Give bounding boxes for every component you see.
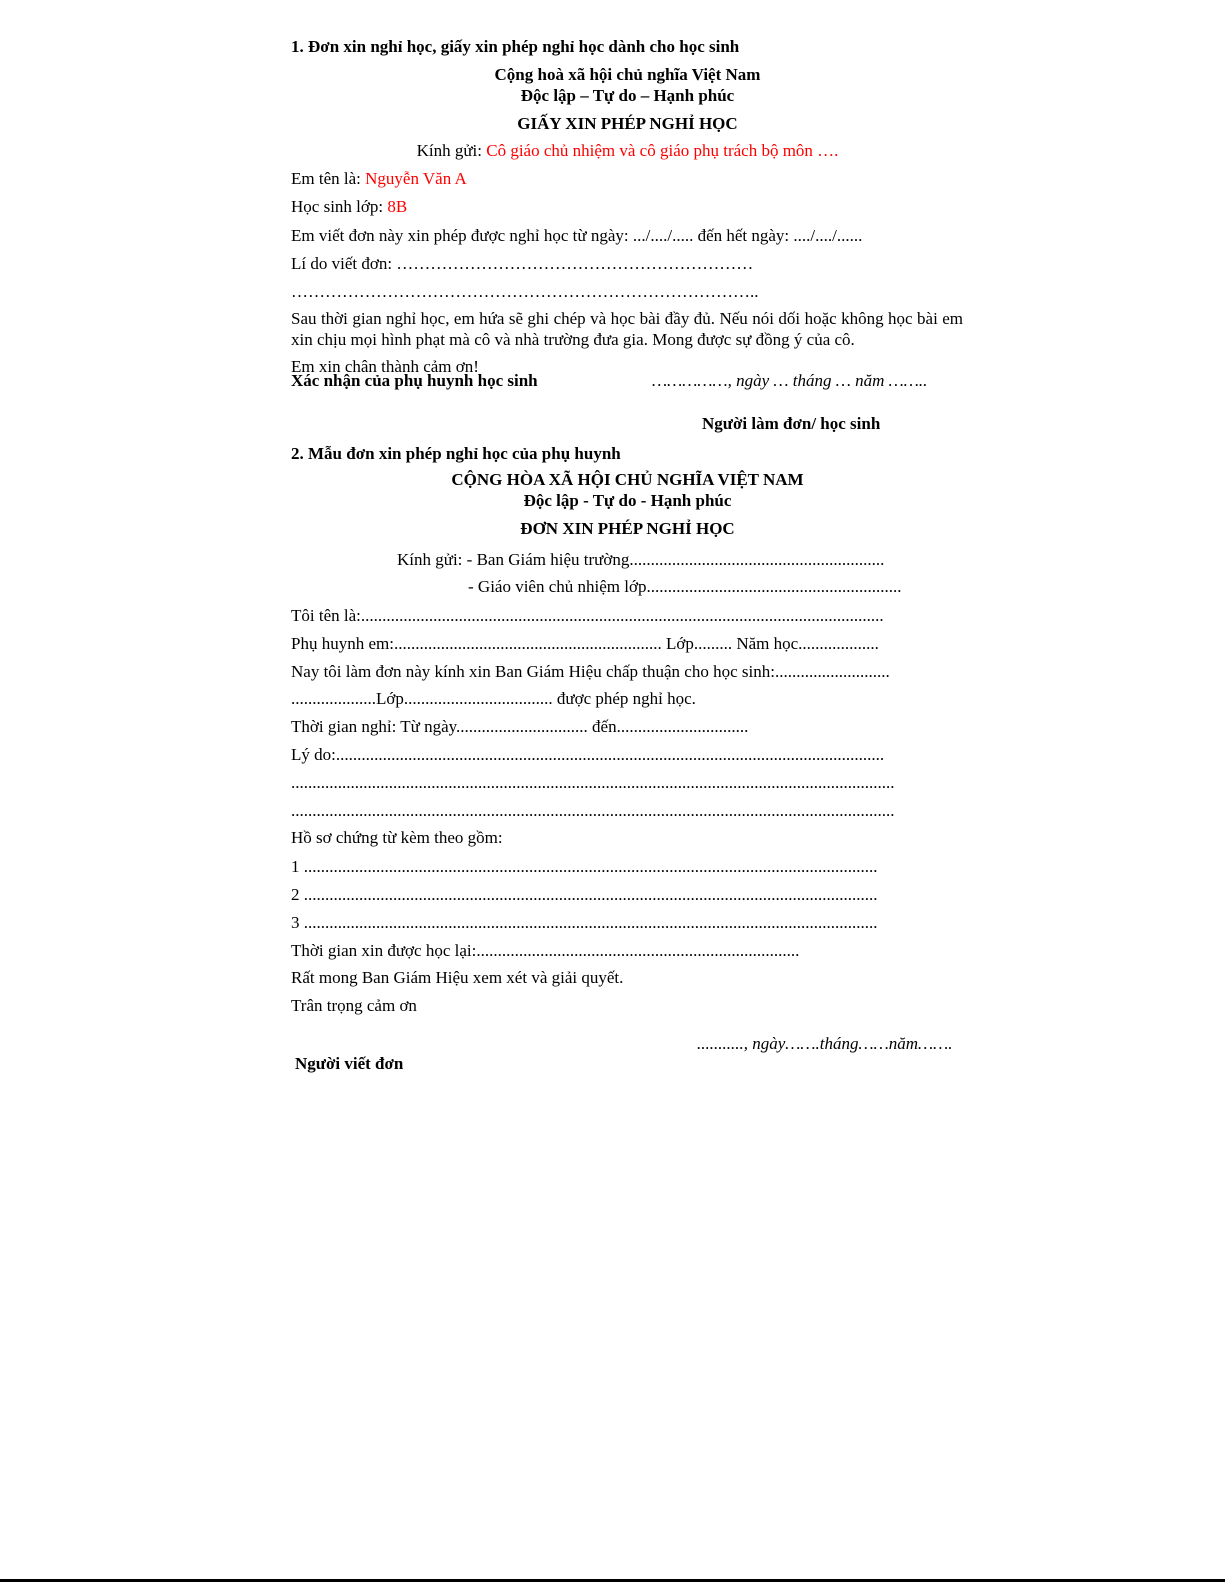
section1-reason-label: Lí do viết đơn: ……………………………………………………… [291,254,754,273]
section1-dates-line: Em viết đơn này xin phép được nghỉ học từ ngày: .../..../..... đến hết ngày: ..../..../...... [291,226,863,245]
class-label: Học sinh lớp: [291,197,388,216]
section2-dots-line2: .............................................................................................................................................. [291,801,895,820]
section2-request-line: Nay tôi làm đơn này kính xin Ban Giám Hiệu chấp thuận cho học sinh:........................... [291,662,890,681]
section2-please-line: Rất mong Ban Giám Hiệu xem xét và giải quyết. [291,968,624,987]
to-label: Kính gửi: [416,141,487,160]
section2-doc2: 2 ....................................................................................................................................... [291,885,878,904]
section2-reason-line: Lý do:................................................................................................................................. [291,745,885,764]
section1-to-line [0,140,1225,162]
section2-motto-line1: CỘNG HÒA XÃ HỘI CHỦ NGHĨA VIỆT NAM [451,470,804,489]
section1-heading: 1. Đơn xin nghỉ học, giấy xin phép nghỉ học dành cho học sinh [291,37,740,56]
section2-doc1: 1 ....................................................................................................................................... [291,857,878,876]
section2-class-line: ....................Lớp................................... được phép nghỉ học. [291,689,696,708]
section1-thanks: Em xin chân thành cảm ơn! [291,357,479,376]
section2-dots-line1: .............................................................................................................................................. [291,773,895,792]
section2-doc3: 3 ....................................................................................................................................... [291,913,878,932]
section1-class-line [291,196,407,218]
section1-motto-line1: Cộng hoà xã hội chủ nghĩa Việt Nam [494,65,761,84]
section2-time-line: Thời gian nghỉ: Từ ngày............................... đến............................... [291,717,749,736]
section1-motto-line2: Độc lập – Tự do – Hạnh phúc [520,86,735,105]
section2-motto-line2: Độc lập - Tự do - Hạnh phúc [523,491,732,510]
section1-promise: Sau thời gian nghỉ học, em hứa sẽ ghi chép và học bài đầy đủ. Nếu nói dối hoặc không học bài em xin chịu mọi hình phạt mà cô và nhà trường đưa gia. Mong được sự đồng ý của cô. [291,309,963,349]
section1-date-place: ……………, ngày … tháng … năm …….. [652,371,928,390]
section1-form-title: GIẤY XIN PHÉP NGHỈ HỌC [517,114,738,133]
section2-to-line2: - Giáo viên chủ nhiệm lớp............................................................ [468,577,902,596]
section2-signer: Người viết đơn [295,1054,404,1073]
page-bottom-border [0,1579,1225,1582]
section2-heading: 2. Mẫu đơn xin phép nghỉ học của phụ huynh [291,444,621,463]
section1-signer: Người làm đơn/ học sinh [702,414,881,433]
section2-date-place: ..........., ngày…….tháng……năm……. [697,1034,953,1053]
name-label: Em tên là: [291,169,366,188]
name-value: Nguyễn Văn A [365,169,467,188]
section2-regards: Trân trọng cảm ơn [291,996,417,1015]
section2-docs-label: Hồ sơ chứng từ kèm theo gồm: [291,828,503,847]
section1-reason-line2: ……………………………………………………………………….. [291,282,759,301]
section2-form-title: ĐƠN XIN PHÉP NGHỈ HỌC [520,519,735,538]
section1-parent-confirm: Xác nhận của phụ huynh học sinh [291,371,538,390]
class-value: 8B [387,197,408,216]
section2-parent-line: Phụ huynh em:............................................................... Lớp......... Năm học................... [291,634,879,653]
section2-return-line: Thời gian xin được học lại:............................................................................ [291,941,800,960]
to-value: Cô giáo chủ nhiệm và cô giáo phụ trách bộ môn …. [486,141,839,160]
section2-name-line: Tôi tên là:........................................................................................................................... [291,606,884,625]
section1-name-line [291,168,467,190]
section2-to-line1: Kính gửi: - Ban Giám hiệu trường............................................................ [397,550,885,569]
